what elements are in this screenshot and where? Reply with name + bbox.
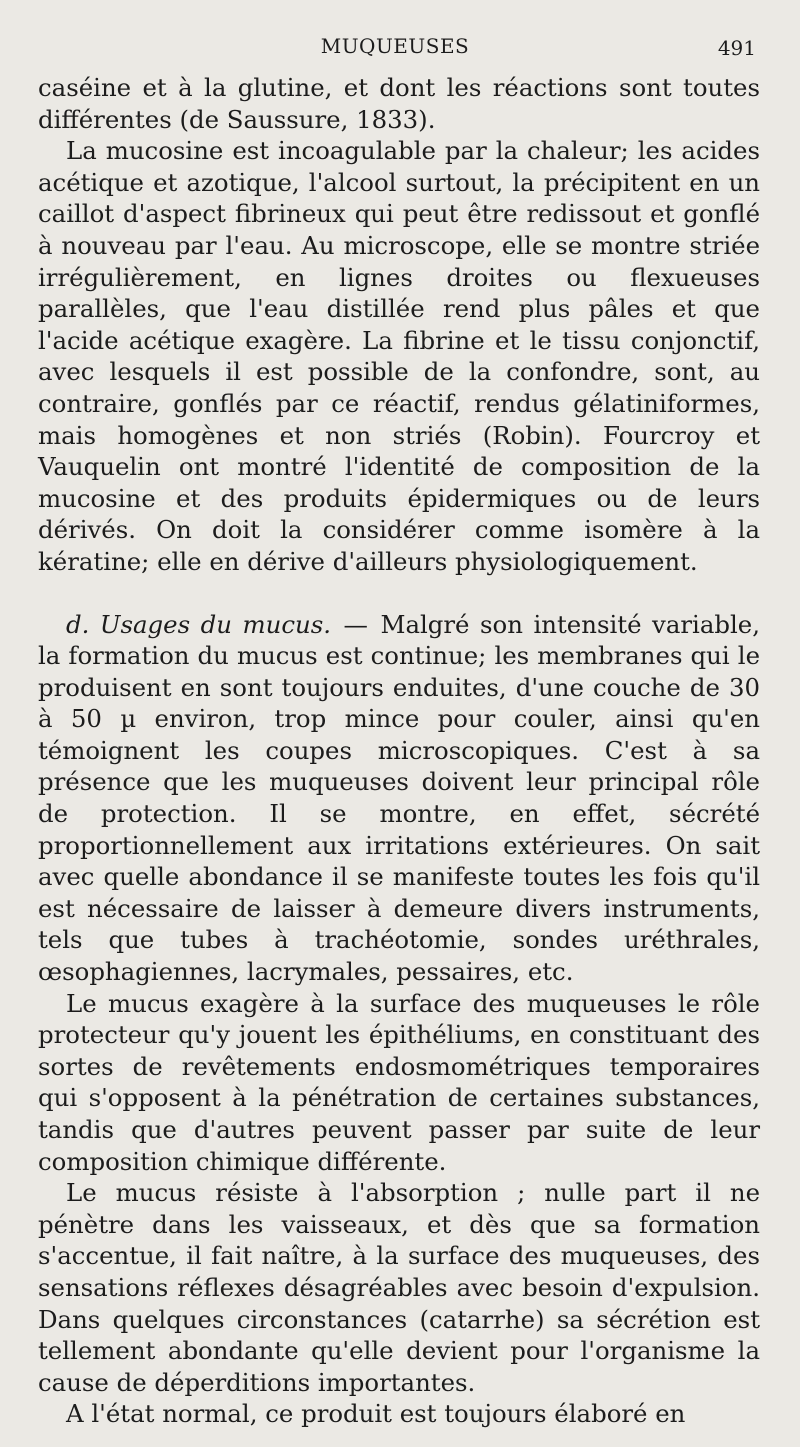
page-number: 491 bbox=[717, 36, 756, 60]
body-text bbox=[38, 72, 760, 1430]
section-usages-text: Malgré son intensité variable, la formation du mucus est continue; les membranes qui le produisent en sont toujours enduites, d'une couche de 30 à 50 µ environ, trop mince pour couler, ainsi qu'en témoignent les coupes microscopiques. C'est à sa présence que les muqueuses doivent leur principal rôle de protection. Il se montre, en effet, sécrété proportionnellement aux irritations extérieures. On sait avec quelle abondance il se manifeste toutes les fois qu'il est nécessaire de laisser à demeure divers instruments, tels que tubes à trachéotomie, sondes uréthrales, œsophagiennes, lacrymales, pessaires, etc. bbox=[38, 609, 760, 987]
paragraph-absorption: Le mucus résiste à l'absorption ; nulle part il ne pénètre dans les vaisseaux, et dès que sa formation s'accentue, il fait naître, à la surface des muqueuses, des sensations réflexes désagréables avec besoin d'expulsion. Dans quelques circonstances (catarrhe) sa sécrétion est tellement abondante qu'elle devient pour l'organisme la cause de déperditions importantes. bbox=[38, 1178, 760, 1397]
paragraph-etat-normal: A l'état normal, ce produit est toujours élaboré en bbox=[66, 1399, 686, 1429]
section-heading: d. Usages du mucus. bbox=[66, 609, 331, 639]
heading-dash: — bbox=[343, 609, 368, 639]
paragraph-protection: Le mucus exagère à la surface des muqueuses le rôle protecteur qu'y jouent les épithéliums, en constituant des sortes de revêtements endosmométriques temporaires qui s'opposent à la pénétration de certaines substances, tandis que d'autres peuvent passer par suite de leur composition chimique différente. bbox=[38, 988, 760, 1176]
page-header bbox=[0, 34, 800, 64]
paragraph-mucosine: La mucosine est incoagulable par la chaleur; les acides acétique et azotique, l'alcool surtout, la précipitent en un caillot d'aspect fibrineux qui peut être redissout et gonflé à nouveau par l'eau. Au microscope, elle se montre striée irrégulièrement, en lignes droites ou flexueuses parallèles, que l'eau distillée rend plus pâles et que l'acide acétique exagère. La fibrine et le tissu conjonctif, avec lesquels il est possible de la confondre, sont, au contraire, gonflés par ce réactif, rendus gélatiniformes, mais homogènes et non striés (Robin). Fourcroy et Vauquelin ont montré l'identité de composition de la mucosine et des produits épidermiques ou de leurs dérivés. On doit la considérer comme isomère à la kératine; elle en dérive d'ailleurs physiologiquement. bbox=[38, 136, 760, 576]
section-usages bbox=[38, 609, 760, 988]
paragraph-continuation: caséine et à la glutine, et dont les réactions sont toutes différentes (de Saussure, 1833). bbox=[38, 73, 760, 134]
running-title: MUQUEUSES bbox=[320, 34, 470, 58]
